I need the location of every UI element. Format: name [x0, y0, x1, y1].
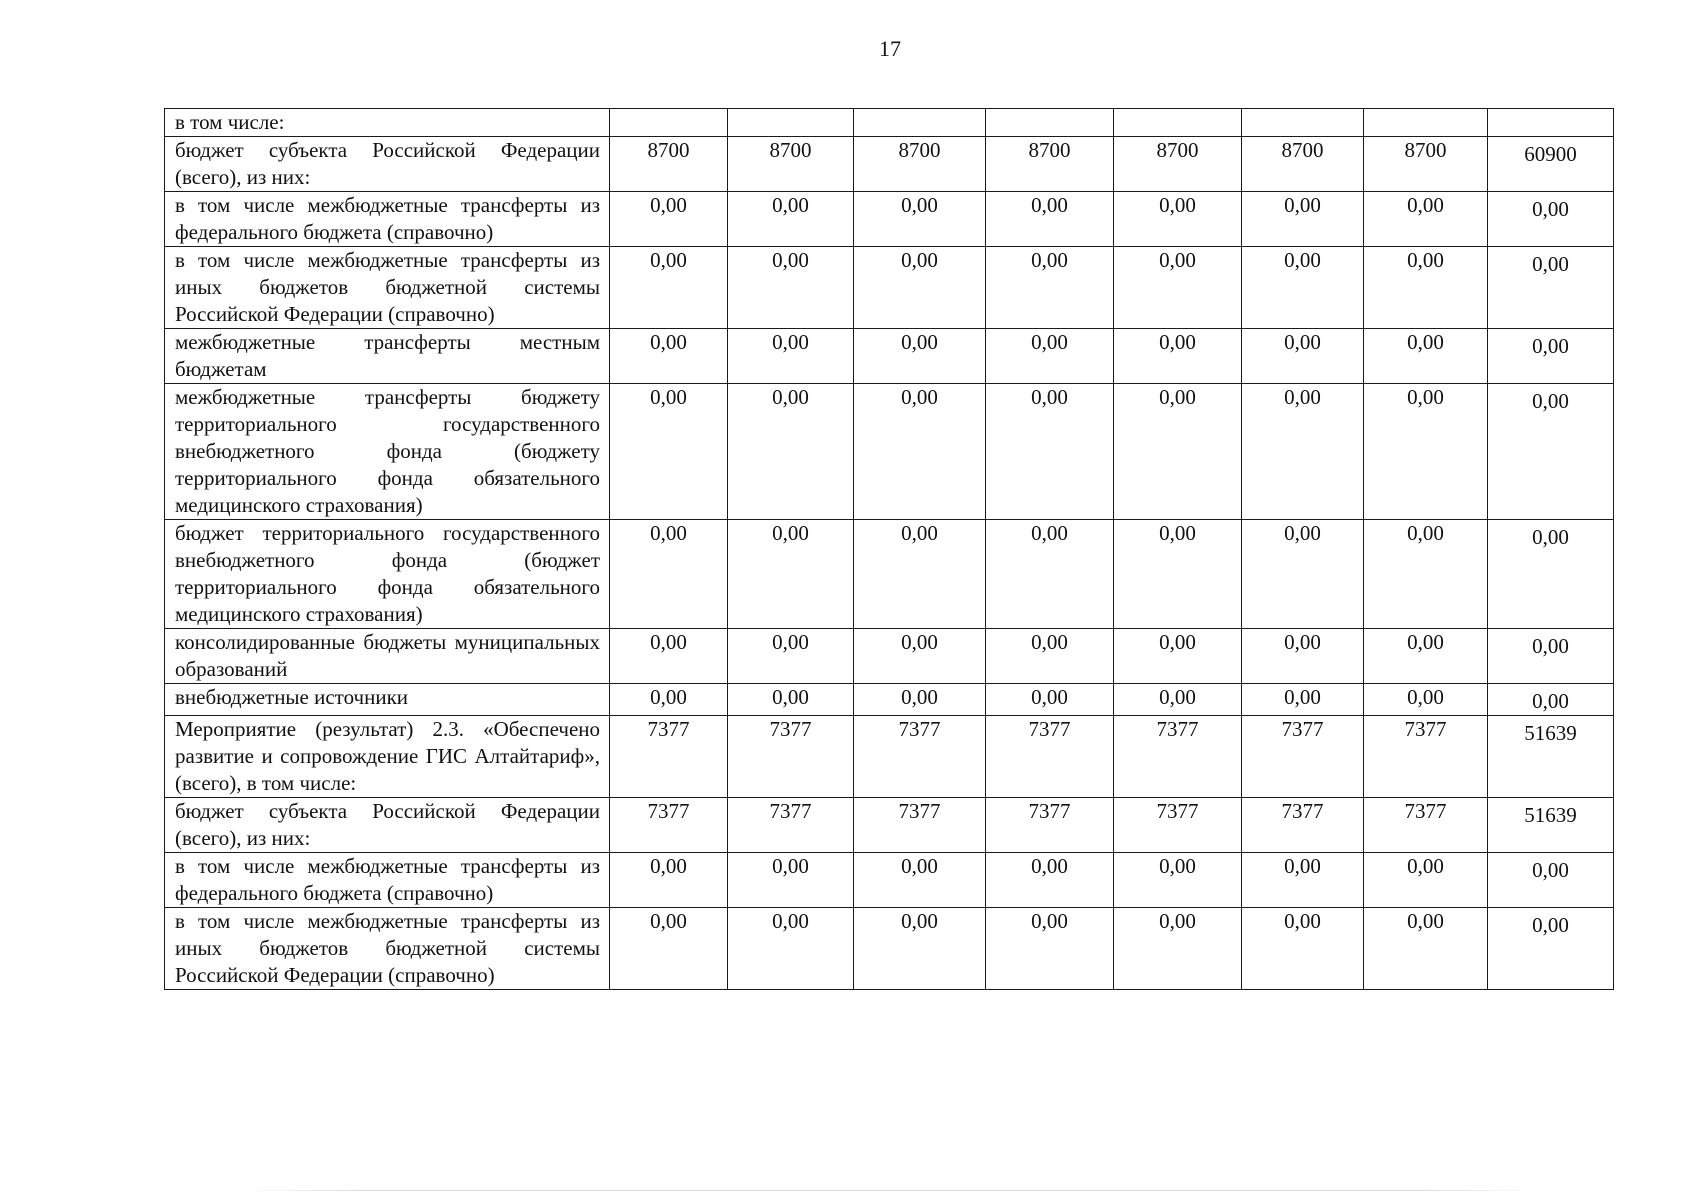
value-cell: 0,00 [1114, 192, 1242, 247]
total-cell: 0,00 [1488, 908, 1614, 990]
value-cell: 7377 [1242, 716, 1364, 798]
value-cell: 0,00 [1364, 853, 1488, 908]
value-cell: 0,00 [854, 247, 986, 329]
table-row [165, 384, 1614, 520]
table-row [165, 908, 1614, 990]
value-cell: 0,00 [1242, 629, 1364, 684]
value-cell: 8700 [728, 137, 854, 192]
value-cell: 0,00 [1364, 247, 1488, 329]
value-cell: 7377 [854, 716, 986, 798]
scan-artifact-line [240, 1190, 1540, 1191]
value-cell: 0,00 [610, 908, 728, 990]
value-cell: 0,00 [1242, 908, 1364, 990]
value-cell: 0,00 [1114, 384, 1242, 520]
total-cell [1488, 109, 1614, 137]
table-row [165, 684, 1614, 716]
total-cell: 51639 [1488, 798, 1614, 853]
value-cell: 8700 [610, 137, 728, 192]
table-row [165, 520, 1614, 629]
value-cell: 8700 [1364, 137, 1488, 192]
value-cell: 0,00 [728, 853, 854, 908]
row-label: в том числе: [165, 109, 610, 137]
value-cell: 0,00 [610, 520, 728, 629]
value-cell: 0,00 [1114, 247, 1242, 329]
value-cell: 0,00 [1242, 329, 1364, 384]
table-row [165, 798, 1614, 853]
row-label: в том числе межбюджетные трансферты из федерального бюджета (справочно) [165, 192, 610, 247]
value-cell: 0,00 [610, 684, 728, 716]
value-cell: 8700 [1114, 137, 1242, 192]
row-label: в том числе межбюджетные трансферты из иных бюджетов бюджетной системы Российской Федерации (справочно) [165, 908, 610, 990]
table-row [165, 629, 1614, 684]
row-label: в том числе межбюджетные трансферты из федерального бюджета (справочно) [165, 853, 610, 908]
value-cell [728, 109, 854, 137]
value-cell [1114, 109, 1242, 137]
value-cell: 0,00 [610, 192, 728, 247]
value-cell: 7377 [610, 716, 728, 798]
value-cell: 0,00 [1242, 853, 1364, 908]
value-cell: 0,00 [854, 908, 986, 990]
value-cell: 0,00 [1364, 384, 1488, 520]
value-cell: 0,00 [1242, 192, 1364, 247]
row-label: межбюджетные трансферты бюджету территориального государственного внебюджетного фонда (бюджету территориального фонда обязательного медицинского страхования) [165, 384, 610, 520]
value-cell: 0,00 [854, 853, 986, 908]
value-cell: 7377 [728, 798, 854, 853]
value-cell: 0,00 [728, 192, 854, 247]
total-cell: 0,00 [1488, 384, 1614, 520]
row-label: консолидированные бюджеты муниципальных образований [165, 629, 610, 684]
total-cell: 0,00 [1488, 853, 1614, 908]
total-cell: 60900 [1488, 137, 1614, 192]
value-cell: 0,00 [1364, 192, 1488, 247]
row-label: Мероприятие (результат) 2.3. «Обеспечено развитие и сопровождение ГИС Алтайтариф», (всего), в том числе: [165, 716, 610, 798]
value-cell: 8700 [1242, 137, 1364, 192]
table-row [165, 329, 1614, 384]
table-row [165, 137, 1614, 192]
value-cell: 0,00 [986, 329, 1114, 384]
value-cell: 0,00 [1114, 684, 1242, 716]
value-cell: 8700 [986, 137, 1114, 192]
table-body [165, 109, 1614, 990]
row-label: межбюджетные трансферты местным бюджетам [165, 329, 610, 384]
budget-table [164, 108, 1614, 990]
value-cell: 0,00 [986, 853, 1114, 908]
total-cell: 0,00 [1488, 629, 1614, 684]
total-cell: 51639 [1488, 716, 1614, 798]
total-cell: 0,00 [1488, 247, 1614, 329]
value-cell: 0,00 [1114, 853, 1242, 908]
value-cell: 0,00 [728, 329, 854, 384]
value-cell: 0,00 [854, 329, 986, 384]
row-label: бюджет субъекта Российской Федерации (всего), из них: [165, 137, 610, 192]
row-label: в том числе межбюджетные трансферты из иных бюджетов бюджетной системы Российской Федерации (справочно) [165, 247, 610, 329]
value-cell: 0,00 [1364, 684, 1488, 716]
value-cell: 0,00 [986, 684, 1114, 716]
value-cell [1242, 109, 1364, 137]
value-cell: 0,00 [854, 520, 986, 629]
value-cell: 7377 [986, 798, 1114, 853]
value-cell: 0,00 [728, 629, 854, 684]
value-cell: 0,00 [1114, 908, 1242, 990]
value-cell [1364, 109, 1488, 137]
value-cell: 7377 [1242, 798, 1364, 853]
total-cell: 0,00 [1488, 520, 1614, 629]
page-number: 17 [879, 36, 901, 61]
total-cell: 0,00 [1488, 192, 1614, 247]
value-cell: 0,00 [610, 247, 728, 329]
value-cell: 0,00 [728, 384, 854, 520]
value-cell: 0,00 [854, 629, 986, 684]
value-cell: 0,00 [1364, 520, 1488, 629]
table-row [165, 716, 1614, 798]
table-row [165, 109, 1614, 137]
value-cell: 0,00 [1114, 629, 1242, 684]
value-cell: 0,00 [1364, 908, 1488, 990]
table-row [165, 192, 1614, 247]
value-cell: 7377 [1114, 716, 1242, 798]
row-label: бюджет территориального государственного внебюджетного фонда (бюджет территориального фонда обязательного медицинского страхования) [165, 520, 610, 629]
value-cell: 0,00 [1114, 329, 1242, 384]
value-cell: 0,00 [610, 629, 728, 684]
value-cell: 0,00 [610, 384, 728, 520]
value-cell: 0,00 [728, 247, 854, 329]
value-cell: 0,00 [728, 684, 854, 716]
value-cell: 0,00 [1242, 384, 1364, 520]
value-cell: 7377 [1114, 798, 1242, 853]
value-cell: 0,00 [854, 192, 986, 247]
value-cell: 0,00 [1114, 520, 1242, 629]
value-cell: 0,00 [986, 247, 1114, 329]
value-cell [986, 109, 1114, 137]
total-cell: 0,00 [1488, 684, 1614, 716]
value-cell: 0,00 [1364, 329, 1488, 384]
value-cell [854, 109, 986, 137]
value-cell: 0,00 [1364, 629, 1488, 684]
value-cell: 0,00 [1242, 247, 1364, 329]
value-cell: 0,00 [1242, 520, 1364, 629]
value-cell: 0,00 [986, 908, 1114, 990]
row-label: бюджет субъекта Российской Федерации (всего), из них: [165, 798, 610, 853]
value-cell: 0,00 [854, 684, 986, 716]
value-cell: 0,00 [986, 384, 1114, 520]
table-row [165, 247, 1614, 329]
value-cell: 0,00 [986, 629, 1114, 684]
value-cell: 0,00 [1242, 684, 1364, 716]
value-cell: 7377 [1364, 716, 1488, 798]
value-cell: 0,00 [986, 192, 1114, 247]
value-cell: 7377 [728, 716, 854, 798]
value-cell: 7377 [986, 716, 1114, 798]
value-cell: 0,00 [610, 853, 728, 908]
value-cell: 0,00 [728, 908, 854, 990]
value-cell: 0,00 [854, 384, 986, 520]
value-cell: 0,00 [986, 520, 1114, 629]
value-cell: 8700 [854, 137, 986, 192]
row-label: внебюджетные источники [165, 684, 610, 716]
value-cell: 0,00 [610, 329, 728, 384]
value-cell: 7377 [610, 798, 728, 853]
total-cell: 0,00 [1488, 329, 1614, 384]
value-cell: 0,00 [728, 520, 854, 629]
table-row [165, 853, 1614, 908]
value-cell [610, 109, 728, 137]
value-cell: 7377 [854, 798, 986, 853]
value-cell: 7377 [1364, 798, 1488, 853]
